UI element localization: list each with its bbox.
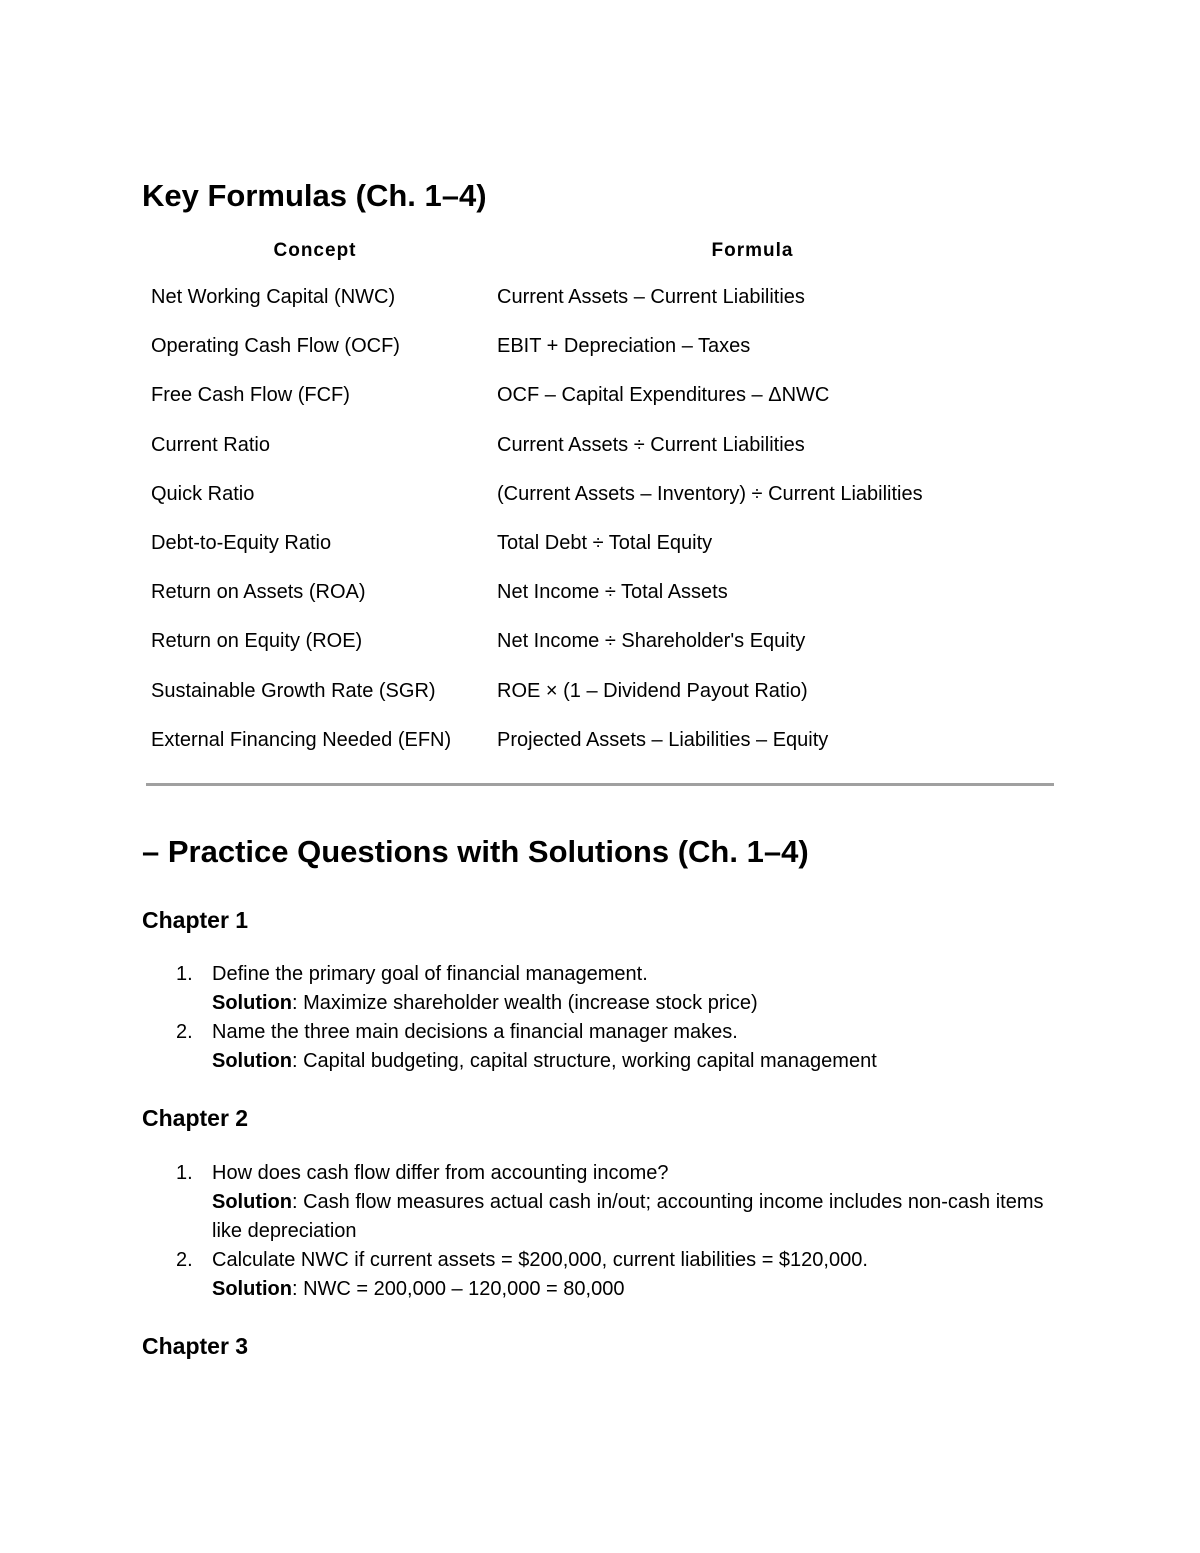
list-item xyxy=(142,1159,1062,1246)
list-item xyxy=(142,960,1062,1018)
practice-questions-title: – Practice Questions with Solutions (Ch. 1–4) xyxy=(142,834,809,869)
solution-text: : NWC = 200,000 – 120,000 = 80,000 xyxy=(291,1278,625,1300)
formula-cell: Current Assets – Current Liabilities xyxy=(497,286,805,309)
concept-cell: Debt-to-Equity Ratio xyxy=(151,532,332,555)
formula-cell: Net Income ÷ Total Assets xyxy=(497,581,728,604)
solution-text: : Cash flow measures actual cash in/out; accounting income includes non-cash items like depreciation xyxy=(212,1191,1044,1242)
chapter-3-heading: Chapter 3 xyxy=(142,1333,249,1359)
table-header-row xyxy=(142,229,1017,273)
table-row xyxy=(142,667,1017,716)
question-text: Calculate NWC if current assets = $200,000, current liabilities = $120,000. xyxy=(212,1249,868,1271)
question-number: 2. xyxy=(176,1249,193,1271)
formula-cell: Net Income ÷ Shareholder's Equity xyxy=(497,630,806,653)
solution-line xyxy=(212,1188,1062,1246)
key-formulas-title: Key Formulas (Ch. 1–4) xyxy=(142,178,487,213)
formulas-table xyxy=(142,229,1017,765)
solution-label: Solution xyxy=(212,1278,292,1300)
table-row xyxy=(142,421,1017,470)
solution-line xyxy=(212,1275,1062,1304)
formula-cell: Total Debt ÷ Total Equity xyxy=(497,532,713,555)
list-item xyxy=(142,1018,1062,1076)
table-row xyxy=(142,273,1017,322)
question-number: 1. xyxy=(176,963,193,985)
solution-line xyxy=(212,989,1062,1018)
question-text: How does cash flow differ from accounting income? xyxy=(212,1162,669,1184)
table-row xyxy=(142,470,1017,519)
list-item xyxy=(142,1246,1062,1304)
question-text: Define the primary goal of financial management. xyxy=(212,963,648,985)
solution-label: Solution xyxy=(212,1191,292,1213)
concept-cell: Sustainable Growth Rate (SGR) xyxy=(151,679,436,702)
solution-text: : Maximize shareholder wealth (increase stock price) xyxy=(291,992,758,1014)
formula-cell: Projected Assets – Liabilities – Equity xyxy=(497,728,829,751)
concept-cell: Return on Assets (ROA) xyxy=(151,581,366,604)
chapter-1-heading: Chapter 1 xyxy=(142,907,249,933)
table-row xyxy=(142,568,1017,617)
column-header-formula: Formula xyxy=(711,240,794,261)
solution-text: : Capital budgeting, capital structure, working capital management xyxy=(291,1050,877,1072)
concept-cell: External Financing Needed (EFN) xyxy=(151,728,452,751)
question-text: Name the three main decisions a financial manager makes. xyxy=(212,1021,738,1043)
concept-cell: Operating Cash Flow (OCF) xyxy=(151,335,400,358)
formula-cell: (Current Assets – Inventory) ÷ Current Liabilities xyxy=(497,482,923,505)
chapter-1-questions xyxy=(142,960,1062,1076)
formula-cell: OCF – Capital Expenditures – ΔNWC xyxy=(497,384,830,407)
concept-cell: Quick Ratio xyxy=(151,482,255,505)
table-row xyxy=(142,716,1017,765)
horizontal-divider xyxy=(146,783,1054,786)
concept-cell: Free Cash Flow (FCF) xyxy=(151,384,350,407)
concept-cell: Return on Equity (ROE) xyxy=(151,630,363,653)
column-header-concept: Concept xyxy=(273,240,357,261)
table-row xyxy=(142,371,1017,420)
formula-cell: EBIT + Depreciation – Taxes xyxy=(497,335,751,358)
chapter-2-questions xyxy=(142,1159,1062,1304)
chapter-2-heading: Chapter 2 xyxy=(142,1105,249,1131)
solution-label: Solution xyxy=(212,992,292,1014)
concept-cell: Net Working Capital (NWC) xyxy=(151,286,396,309)
table-row xyxy=(142,519,1017,568)
solution-line xyxy=(212,1047,1062,1076)
formula-cell: Current Assets ÷ Current Liabilities xyxy=(497,433,805,456)
concept-cell: Current Ratio xyxy=(151,433,270,456)
table-row xyxy=(142,322,1017,371)
formula-cell: ROE × (1 – Dividend Payout Ratio) xyxy=(497,679,808,702)
question-number: 2. xyxy=(176,1021,193,1043)
solution-label: Solution xyxy=(212,1050,292,1072)
table-row xyxy=(142,617,1017,666)
question-number: 1. xyxy=(176,1162,193,1184)
